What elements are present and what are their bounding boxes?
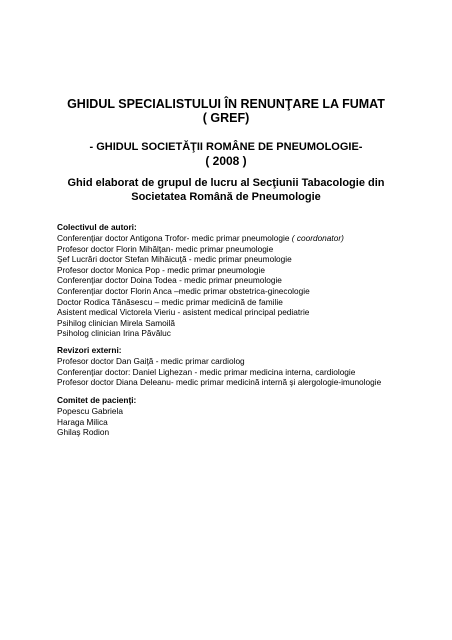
authors-heading: Colectivul de autori: [57, 222, 137, 232]
patients-heading: Comitet de pacienţi: [57, 395, 137, 405]
patients-section [57, 395, 447, 438]
reviewer-item: Conferenţiar doctor: Daniel Lighezan - medic primar medicina interna, cardiologie [57, 366, 356, 377]
working-group-line-1: Ghid elaborat de grupul de lucru al Secţiunii Tabacologie din [67, 177, 385, 189]
reviewer-item: Profesor doctor Diana Deleanu- medic primar medicină internă şi alergologie-imunologie [57, 377, 382, 388]
author-item: Profesor doctor Florin Mihălţan- medic primar pneumologie [57, 243, 274, 254]
author-item: Asistent medical Victorela Vieriu - asistent medical principal pediatrie [57, 307, 310, 318]
author-item: Conferenţiar doctor Florin Anca –medic primar obstetrica-ginecologie [57, 285, 310, 296]
author-item: Psihilog clinician Mirela Samoilă [57, 317, 176, 328]
document-title-abbreviation: ( GREF) [202, 111, 250, 125]
authors-section [57, 222, 447, 339]
author-item: Psiholog clinician Irina Păvăluc [57, 328, 171, 339]
author-item: Şef Lucrări doctor Stefan Mihăicuţă - medic primar pneumologie [57, 254, 292, 265]
author-text: Conferenţiar doctor Antigona Trofor- medic primar pneumologie [57, 233, 290, 243]
patient-item: Popescu Gabriela [57, 406, 123, 416]
author-item: Doctor Rodica Tănăsescu – medic primar medicină de familie [57, 296, 283, 307]
document-subtitle: - GHIDUL SOCIETĂŢII ROMÂNE DE PNEUMOLOGIE- [89, 141, 363, 153]
coordinator-note: ( coordonator) [291, 233, 344, 243]
document-year: ( 2008 ) [205, 154, 247, 168]
patient-item: Ghilaş Rodion [57, 427, 110, 438]
reviewers-section [57, 345, 447, 388]
document-title: GHIDUL SPECIALISTULUI ÎN RENUNŢARE LA FUMAT [67, 97, 385, 111]
author-item: Profesor doctor Monica Pop - medic primar pneumologie [57, 264, 265, 275]
reviewer-item: Profesor doctor Dan Gaiţă - medic primar cardiolog [57, 356, 245, 366]
patient-item: Haraga Milica [57, 416, 108, 427]
working-group-line-2: Societatea Română de Pneumologie [131, 191, 321, 203]
author-item: Conferenţiar doctor Doina Todea - medic primar pneumologie [57, 275, 282, 286]
author-item [57, 233, 447, 244]
reviewers-heading: Revizori externi: [57, 345, 122, 355]
